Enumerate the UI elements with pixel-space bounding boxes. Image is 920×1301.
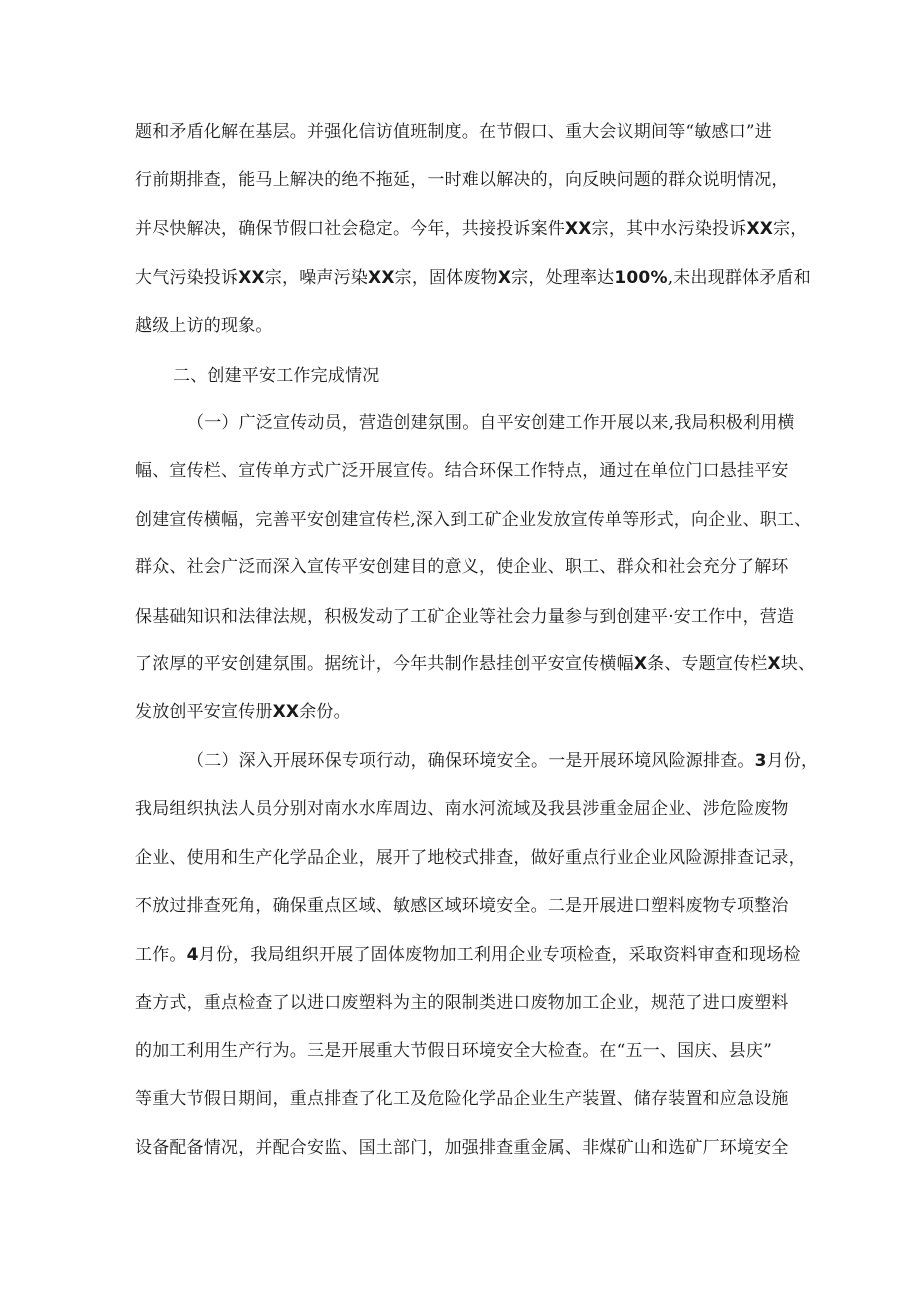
text-line: 我局组织执法人员分别对南水水库周边、南水河流域及我县涉重金屈企业、涉危险废物 (135, 799, 789, 819)
text-line: 越级上访的现象。 (135, 316, 273, 336)
text-line: 题和矛盾化解在基层。并强化信访值班制度。在节假口、重大会议期间等“敏感口”进 (135, 122, 772, 142)
text-line: 保基础知识和法律法规，积极发动了工矿企业等社会力量参与到创建平·安工作中，营造 (135, 607, 795, 627)
paragraph-first-line: （二）深入开展环保专项行动，确保环境安全。一是开展环境风险源排查。3月份， (187, 751, 819, 771)
text-line: 工作。4月份，我局组织开展了固体废物加工利用企业专项检查，采取资料审查和现场检 (135, 945, 801, 965)
text-line: 了浓厚的平安创建氛围。据统计，今年共制作悬挂创平安宣传横幅X条、专题宣传栏X块、 (135, 654, 816, 674)
text-line: 不放过排查死角，确保重点区域、敏感区域环境安全。二是开展进口塑料废物专项整治 (135, 896, 789, 916)
text-line: 的加工利用生产行为。三是开展重大节假日环境安全大检查。在“五一、国庆、县庆” (135, 1041, 772, 1061)
text-line: 企业、使用和生产化学品企业，展开了地校式排查，做好重点行业企业风险源排查记录， (135, 848, 806, 868)
paragraph-first-line: （一）广泛宣传动员，营造创建氛围。自平安创建工作开展以来,我局积极利用横 (187, 413, 795, 433)
text-line: 群众、社会广泛而深入宣传平安创建目的意义，使企业、职工、群众和社会充分了解环 (135, 557, 789, 577)
text-line: 设备配备情况，并配合安监、国土部门，加强排查重金属、非煤矿山和选矿厂环境安全 (135, 1138, 789, 1158)
text-line: 查方式，重点检查了以进口废塑料为主的限制类进口废物加工企业，规范了进口废塑料 (135, 993, 789, 1013)
text-line: 发放创平安宣传册XX余份。 (135, 702, 351, 722)
text-line: 大气污染投诉XX宗，噪声污染XX宗，固体废物X宗，处理率达100%,未出现群体矛盾和 (135, 268, 811, 288)
text-line: 并尽快解决，确保节假口社会稳定。今年，共接投诉案件XX宗，其中水污染投诉XX宗， (135, 219, 808, 239)
section-heading: 二、创建平安工作完成情况 (173, 366, 380, 386)
text-line: 行前期排查，能马上解决的绝不拖延，一时难以解决的，向反映问题的群众说明情况， (135, 170, 789, 190)
text-line: 等重大节假日期间，重点排查了化工及危险化学品企业生产装置、储存装置和应急设施 (135, 1089, 789, 1109)
text-line: 幅、宣传栏、宣传单方式广泛开展宣传。结合环保工作特点，通过在单位门口悬挂平安 (135, 461, 789, 481)
text-line: 创建宣传横幅，完善平安创建宣传栏,深入到工矿企业发放宣传单等形式，向企业、职工、 (135, 510, 812, 530)
